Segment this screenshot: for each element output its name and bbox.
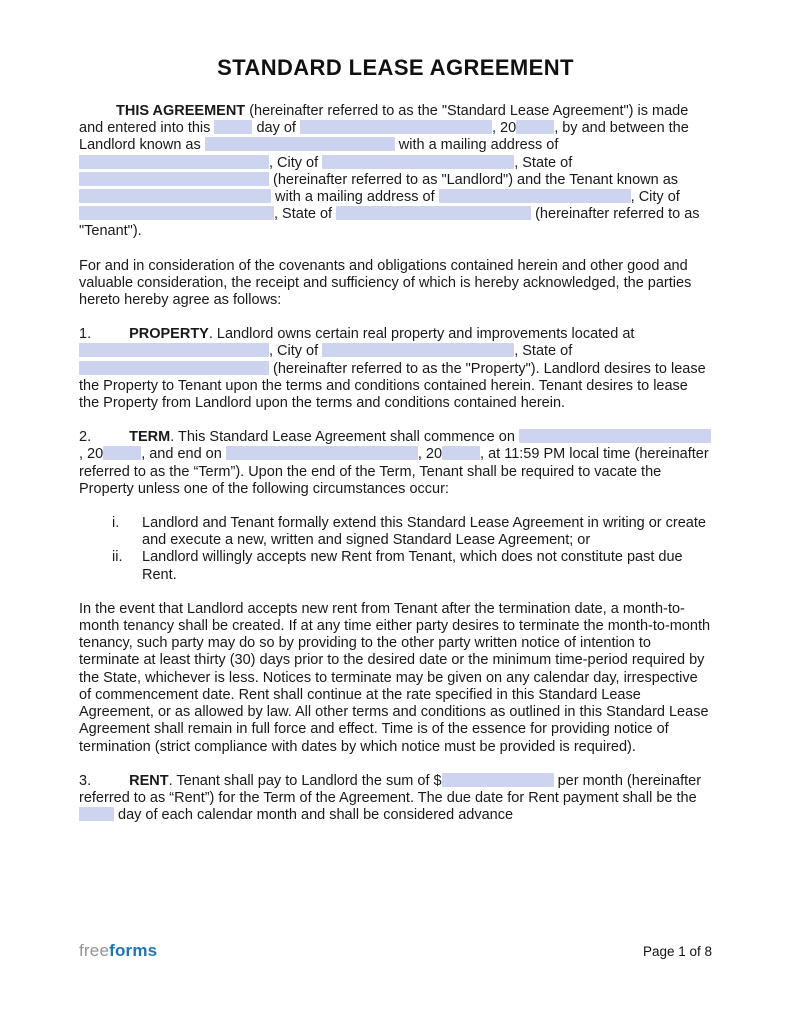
blank-field[interactable]	[322, 343, 514, 357]
paragraph: 3. RENT. Tenant shall pay to Landlord the sum of $ per month (hereinafter referred to as “Rent”) for the Term of the Agreement. The due date for Rent payment shall be the day of each calendar month and shall be considered advance	[79, 772, 702, 824]
blank-field[interactable]	[226, 446, 418, 460]
document-body	[79, 103, 712, 824]
page-indicator: Page 1 of 8	[642, 944, 712, 959]
blank-field[interactable]	[214, 120, 252, 134]
tab-spacer	[91, 337, 129, 338]
blank-field[interactable]	[442, 446, 480, 460]
paragraph: In the event that Landlord accepts new rent from Tenant after the termination date, a month-to-month tenancy shall be created. If at any time either party desires to terminate the month-to-month tenancy, such party may do so by providing to the other party written notice of intention to terminate at least thirty (30) days prior to the desired date or the minimum time-period required by the State, whichever is less. Notices to terminate may be given on any calendar day, irrespective of commencement date. Rent shall continue at the rate specified in this Standard Lease Agreement, or as allowed by law. All other terms and conditions as outlined in this Standard Lease Agreement shall remain in full force and effect. Time is of the essence for providing notice of termination (strict compliance with dates by which notice must be provided is required).	[79, 600, 711, 755]
blank-field[interactable]	[79, 343, 269, 357]
blank-field[interactable]	[442, 773, 554, 787]
blank-field[interactable]	[322, 155, 514, 169]
list-item	[112, 549, 712, 583]
blank-field[interactable]	[516, 120, 554, 134]
bold-term: TERM	[129, 429, 171, 446]
bold-term: PROPERTY	[129, 326, 209, 343]
list-item-text: Landlord willingly accepts new Rent from Tenant, which does not constitute past due Rent.	[142, 549, 683, 583]
blank-field[interactable]	[79, 172, 269, 186]
document-title: STANDARD LEASE AGREEMENT	[217, 55, 574, 80]
list-item	[112, 515, 712, 549]
blank-field[interactable]	[79, 807, 114, 821]
blank-field[interactable]	[439, 189, 631, 203]
paragraph: For and in consideration of the covenants and obligations contained herein and other good and valuable consideration, the receipt and sufficiency of which is hereby acknowledged, the parties hereto hereby agree as follows:	[79, 257, 692, 309]
blank-field[interactable]	[79, 361, 269, 375]
blank-field[interactable]	[205, 137, 395, 151]
paragraph: 1. PROPERTY. Landlord owns certain real property and improvements located at , City of , State of (hereinafter referred to as the "Property"). Landlord desires to lease the Property to Tenant upon the terms and conditions contained herein. Tenant desires to lease the Property from Landlord upon the terms and conditions contained herein.	[79, 326, 706, 412]
blank-field[interactable]	[79, 155, 269, 169]
brand-forms-text: forms	[109, 941, 158, 960]
tab-spacer	[91, 784, 129, 785]
page-footer	[79, 941, 712, 961]
bold-term: RENT	[129, 772, 169, 789]
roman-list	[79, 515, 712, 584]
tab-spacer	[91, 440, 129, 441]
blank-field[interactable]	[300, 120, 492, 134]
paragraph: THIS AGREEMENT (hereinafter referred to as the "Standard Lease Agreement") is made and entered into this day of , 20 , by and between the Landlord known as with a mailing address of , City of , State of (hereinafter referred to as "Landlord") and the Tenant known as with a mailing address of , City of , State of (hereinafter referred to as "Tenant").	[79, 103, 700, 240]
list-marker: ii.	[112, 549, 123, 566]
list-item-text: Landlord and Tenant formally extend this Standard Lease Agreement in writing or create and execute a new, written and signed Standard Lease Agreement; or	[142, 515, 706, 549]
blank-field[interactable]	[103, 446, 141, 460]
blank-field[interactable]	[519, 429, 711, 443]
paragraph: 2. TERM. This Standard Lease Agreement shall commence on , 20 , and end on , 20 , at 11:59 PM local time (hereinafter referred to as the “Term”). Upon the end of the Term, Tenant shall be required to vacate the Property unless one of the following circumstances occur:	[79, 429, 712, 498]
blank-field[interactable]	[336, 206, 531, 220]
blank-field[interactable]	[79, 189, 271, 203]
blank-field[interactable]	[79, 206, 274, 220]
bold-term: THIS AGREEMENT	[116, 103, 246, 119]
freeforms-logo	[79, 941, 157, 961]
list-marker: i.	[112, 515, 120, 532]
brand-free-text: free	[79, 941, 110, 960]
